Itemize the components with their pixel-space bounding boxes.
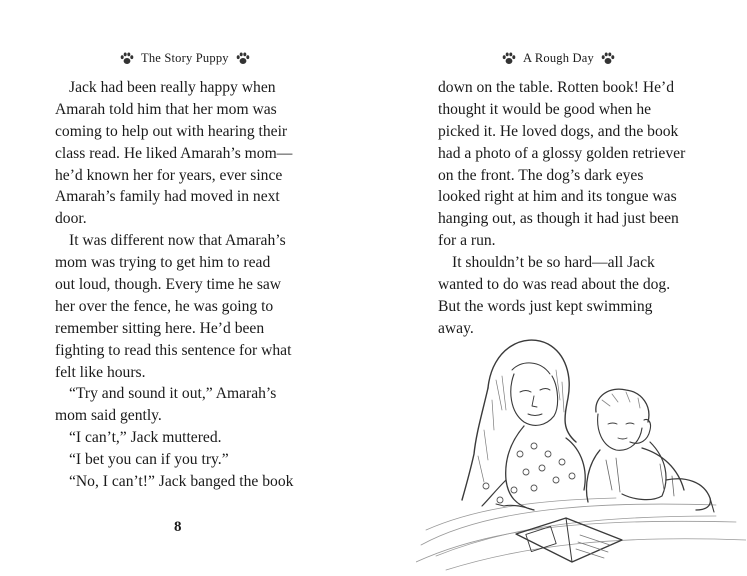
text-line: wanted to do was read about the dog. — [438, 276, 671, 294]
text-line: coming to help out with hearing their — [55, 122, 288, 140]
text-line: hanging out, as though it had just been — [438, 210, 679, 228]
text-line: felt like hours. — [55, 363, 146, 381]
text-line: had a photo of a glossy golden retriever — [438, 144, 686, 162]
text-line: on the front. The dog’s dark eyes — [438, 166, 644, 184]
text-line: picked it. He loved dogs, and the book — [438, 122, 679, 140]
running-head-title: The Story Puppy — [141, 50, 229, 65]
text-line: “I bet you can if you try.” — [69, 451, 229, 469]
text-line: away. — [438, 319, 474, 337]
text-line: he’d known her for years, ever since — [55, 166, 283, 184]
text-line: out loud, though. Every time he saw — [55, 276, 282, 294]
body-text — [438, 77, 738, 340]
text-line: mom was trying to get him to read — [55, 254, 271, 272]
right-page — [374, 0, 747, 576]
text-line: looked right at him and its tongue was — [438, 188, 677, 206]
text-line: door. — [55, 210, 87, 228]
text-line: Jack had been really happy when — [69, 79, 276, 96]
text-line: “No, I can’t!” Jack banged the book — [69, 473, 294, 491]
left-page — [0, 0, 373, 576]
paw-print-icon — [601, 52, 615, 65]
paw-print-icon — [502, 52, 516, 65]
text-line: mom said gently. — [55, 407, 162, 425]
running-head — [120, 49, 250, 67]
text-line: fighting to read this sentence for what — [55, 341, 292, 359]
text-line: for a run. — [438, 232, 496, 250]
text-line: It was different now that Amarah’s — [69, 232, 286, 250]
body-text — [55, 77, 355, 493]
text-line: “Try and sound it out,” Amarah’s — [69, 385, 277, 403]
text-line: class read. He liked Amarah’s mom— — [55, 144, 293, 162]
text-line: thought it would be good when he — [438, 100, 652, 118]
text-line: down on the table. Rotten book! He’d — [438, 79, 675, 96]
page-number: 8 — [174, 519, 182, 535]
text-line: It shouldn’t be so hard—all Jack — [452, 254, 655, 272]
paw-print-icon — [236, 52, 250, 65]
text-line: her over the fence, he was going to — [55, 297, 274, 315]
running-head-title: A Rough Day — [523, 50, 594, 65]
text-line: Amarah told him that her mom was — [55, 100, 277, 118]
text-line: “I can’t,” Jack muttered. — [69, 429, 222, 447]
text-line: remember sitting here. He’d been — [55, 319, 265, 337]
paw-print-icon — [120, 52, 134, 65]
text-line: But the words just kept swimming — [438, 297, 653, 315]
text-line: Amarah’s family had moved in next — [55, 188, 280, 206]
sketch-illustration — [416, 330, 746, 576]
running-head — [502, 49, 615, 67]
